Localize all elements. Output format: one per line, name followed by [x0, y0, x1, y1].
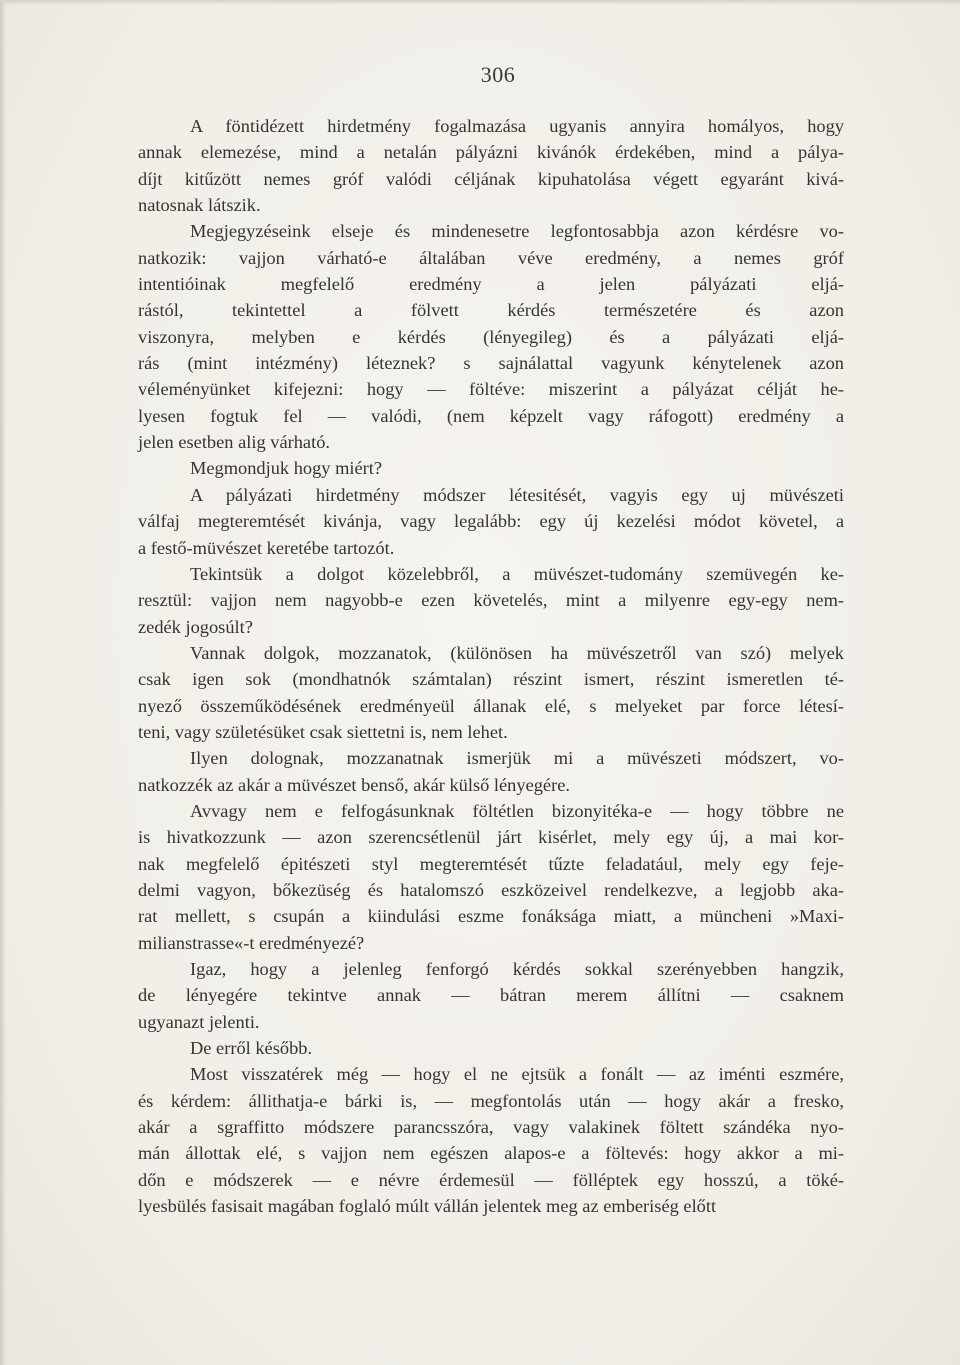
text-line: delmi vagyon, bőkezüség és hatalomszó eszközeivel rendelkezve, a legjobb aka-: [138, 879, 844, 900]
text-line: nyező összeműködésének eredményeül állanak elé, s melyeket par force létesí-: [138, 695, 844, 716]
text-line: Avvagy nem e felfogásunknak föltétlen bizonyitéka-e — hogy többre ne: [190, 800, 844, 821]
text-line: Ilyen dolognak, mozzanatnak ismerjük mi a müvészeti módszert, vo-: [190, 748, 844, 769]
text-line: rat mellett, s csupán a kiindulási eszme fonáksága miatt, a müncheni »Maxi-: [138, 906, 844, 927]
text-line: véleményünket kifejezni: hogy — föltéve: miszerint a pályázat célját he-: [138, 379, 844, 400]
text-line: natkozik: vajjon várható-e általában véve eredmény, a nemes gróf: [138, 247, 844, 268]
page-edge-shadow-left: [0, 0, 6, 1365]
text-line: csak igen sok (mondhatnók számtalan) részint ismert, részint ismeretlen té-: [138, 669, 844, 690]
text-line: lyesen fogtuk fel — valódi, (nem képzelt vagy ráfogott) eredmény a: [138, 405, 844, 426]
text-line: resztül: vajjon nem nagyobb-e ezen követelés, mint a milyenre egy-egy nem-: [138, 590, 844, 611]
text-line: és kérdem: állithatja-e bárki is, — megfontolás után — hogy akár a fresko,: [138, 1090, 844, 1111]
text-line: rástól, tekintettel a fölvett kérdés természetére és azon: [138, 300, 844, 321]
text-line: De erről később.: [190, 1038, 313, 1059]
text-line: válfaj megteremtését kivánja, vagy legalább: egy új kezelési módot követel, a: [138, 511, 844, 532]
text-line: Tekintsük a dolgot közelebbről, a müvészet-tudomány szemüvegén ke-: [190, 563, 844, 584]
text-line: A pályázati hirdetmény módszer létesitését, vagyis egy uj müvészeti: [190, 484, 844, 505]
page-edge-shadow-top: [0, 0, 960, 5]
text-line: is hivatkozzunk — azon szerencsétlenül járt kisérlet, mely egy új, a mai kor-: [138, 827, 844, 848]
text-line: díjt kitűzött nemes gróf valódi céljának kipuhatolása végett egyaránt kivá-: [138, 168, 844, 189]
text-line: viszonyra, melyben e kérdés (lényegileg) és a pályázati eljá-: [138, 326, 844, 347]
text-line: natosnak látszik.: [138, 195, 261, 216]
page-number: 306: [480, 62, 516, 87]
text-line: jelen esetben alig várható.: [138, 432, 330, 453]
body-text: [138, 113, 844, 1219]
text-line: nak megfelelő épitészeti styl megteremtését tűzte feladatául, mely egy feje-: [138, 853, 844, 874]
text-line: natkozzék az akár a müvészet benső, akár külső lényegére.: [138, 774, 570, 795]
text-line: Vannak dolgok, mozzanatok, (különösen ha müvészetről van szó) melyek: [190, 642, 844, 663]
text-line: intentióinak megfelelő eredmény a jelen pályázati eljá-: [138, 274, 844, 295]
text-line: rás (mint intézmény) léteznek? s sajnálattal vagyunk kénytelenek azon: [138, 353, 844, 374]
text-line: annak elemezése, mind a netalán pályázni kivánók érdekében, mind a pálya-: [138, 142, 844, 163]
text-line: Igaz, hogy a jelenleg fenforgó kérdés sokkal szerényebben hangzik,: [190, 959, 844, 979]
text-line: dőn e módszerek — e névre érdemesül — fölléptek egy hosszú, a töké-: [138, 1169, 844, 1190]
text-line: lyesbülés fasisait magában foglaló múlt vállán jelentek meg az emberiség előtt: [138, 1196, 717, 1217]
text-line: Megmondjuk hogy miért?: [190, 458, 383, 479]
text-line: milianstrasse«-t eredményezé?: [138, 932, 365, 953]
text-line: Most visszatérek még — hogy el ne ejtsük a fonált — az iménti eszmére,: [190, 1064, 844, 1085]
text-line: zedék jogosúlt?: [138, 616, 253, 637]
text-line: de lényegére tekintve annak — bátran merem állítni — csaknem: [138, 985, 844, 1006]
text-line: Megjegyzéseink elseje és mindenesetre legfontosabbja azon kérdésre vo-: [190, 221, 844, 242]
text-line: A föntidézett hirdetmény fogalmazása ugyanis annyira homályos, hogy: [190, 116, 844, 136]
text-line: mán állottak elé, s vajjon nem egészen alapos-e a föltevés: hogy akkor a mi-: [138, 1143, 844, 1164]
text-line: akár a sgraffitto módszere parancsszóra, vagy valakinek föltett szándéka nyo-: [138, 1117, 844, 1138]
text-line: a festő-müvészet keretébe tartozót.: [138, 537, 395, 558]
text-line: ugyanazt jelenti.: [138, 1011, 260, 1032]
text-line: teni, vagy születésüket csak siettetni is, nem lehet.: [138, 721, 508, 742]
